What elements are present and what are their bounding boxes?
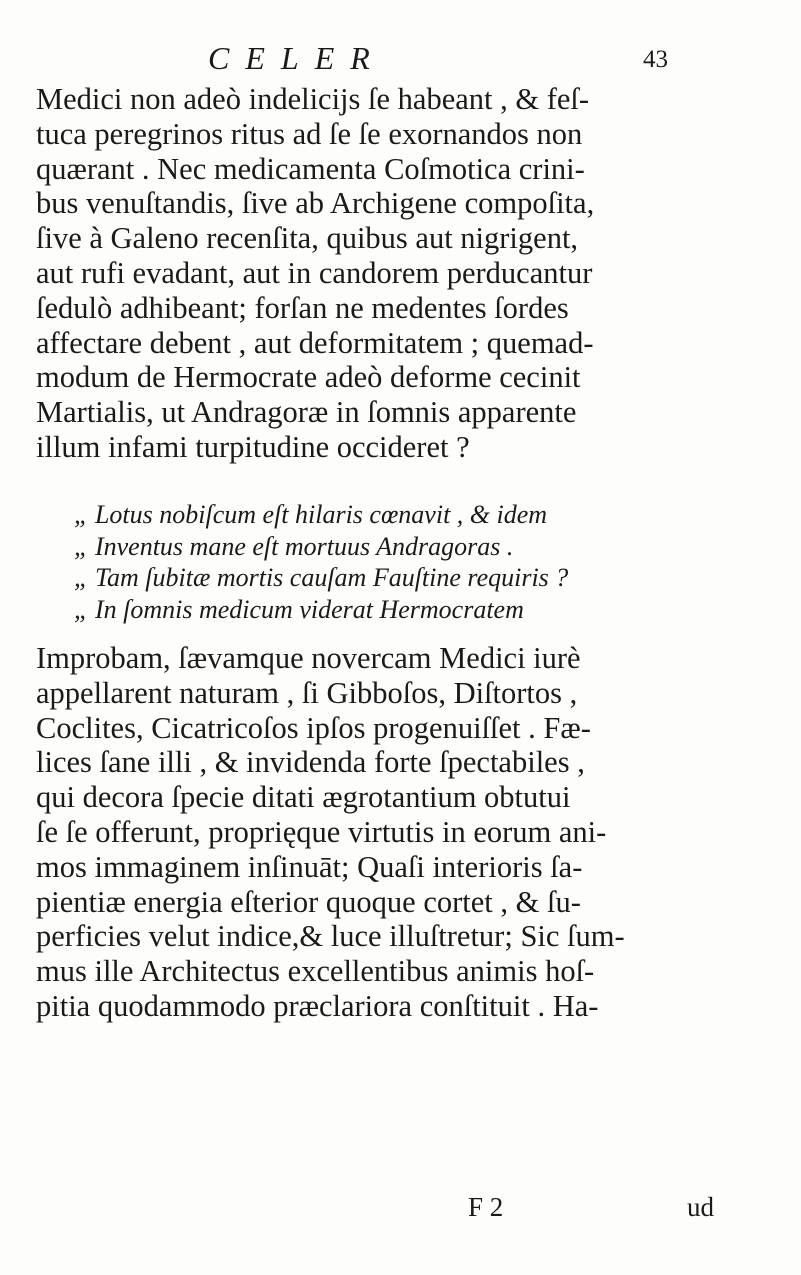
verse-line: „ Tam ſubitæ mortis cauſam Fauſtine requiris ? [74,563,569,592]
text-line: pitia quodammodo præclariora conſtituit . Ha- [36,988,599,1023]
verse-line: „ Inventus mane eſt mortuus Andragoras . [74,531,514,561]
text-line: lices ſane illi , & invidenda forte ſpectabiles , [36,745,585,780]
verse-quotation [74,499,774,625]
text-line: bus venuſtandis, ſive ab Archigene compoſita, [36,186,595,221]
text-line: ſive à Galeno recenſita, quibus aut nigrigent, [36,221,579,256]
text-line: mos immaginem inſinuāt; Quaſi interioris ſa- [36,849,583,884]
text-line: ſedulò adhibeant; forſan ne medentes ſordes [36,290,569,325]
text-line: affectare debent , aut deformitatem ; quemad- [36,325,594,360]
page-number: 43 [643,46,668,73]
paragraph-1 [36,82,776,465]
text-line: appellarent naturam , ſi Gibboſos, Diſtortos , [36,675,578,710]
text-line: Improbam, ſævamque novercam Medici iurè [36,641,581,675]
text-line: illum infami turpitudine occideret ? [36,429,470,464]
paragraph-2 [36,641,776,1024]
text-line: mus ille Architectus excellentibus animis hoſ- [36,954,595,989]
text-line: Medici non adeò indelicijs ſe habeant , & feſ- [36,82,590,116]
catchword: ud [687,1192,714,1222]
text-line: tuca peregrinos ritus ad ſe ſe exornandos non [36,116,583,151]
text-line: quærant . Nec medicamenta Coſmotica crini- [36,151,585,186]
text-line: Coclites, Cicatricoſos ipſos progenuiſſet . Fæ- [36,710,591,745]
text-line: perficies velut indice,& luce illuſtretur; Sic ſum- [36,919,625,954]
running-title: CELER [208,40,386,76]
verse-line: „ In ſomnis medicum viderat Hermocratem [74,594,524,624]
text-line: ſe ſe offerunt, proprięque virtutis in eorum ani- [36,814,607,849]
text-line: qui decora ſpecie ditati ægrotantium obtutui [36,780,571,815]
signature-mark: F 2 [468,1192,504,1222]
text-line: modum de Hermocrate adeò deforme cecinit [36,360,581,395]
text-line: pientiæ energia eſterior quoque cortet , & ſu- [36,884,581,919]
page-header [208,40,668,84]
text-line: Martialis, ut Andragoræ in ſomnis apparente [36,395,577,430]
verse-line: „ Lotus nobiſcum eſt hilaris cœnavit , & idem [74,500,548,529]
text-line: aut rufi evadant, aut in candorem perducantur [36,255,593,290]
